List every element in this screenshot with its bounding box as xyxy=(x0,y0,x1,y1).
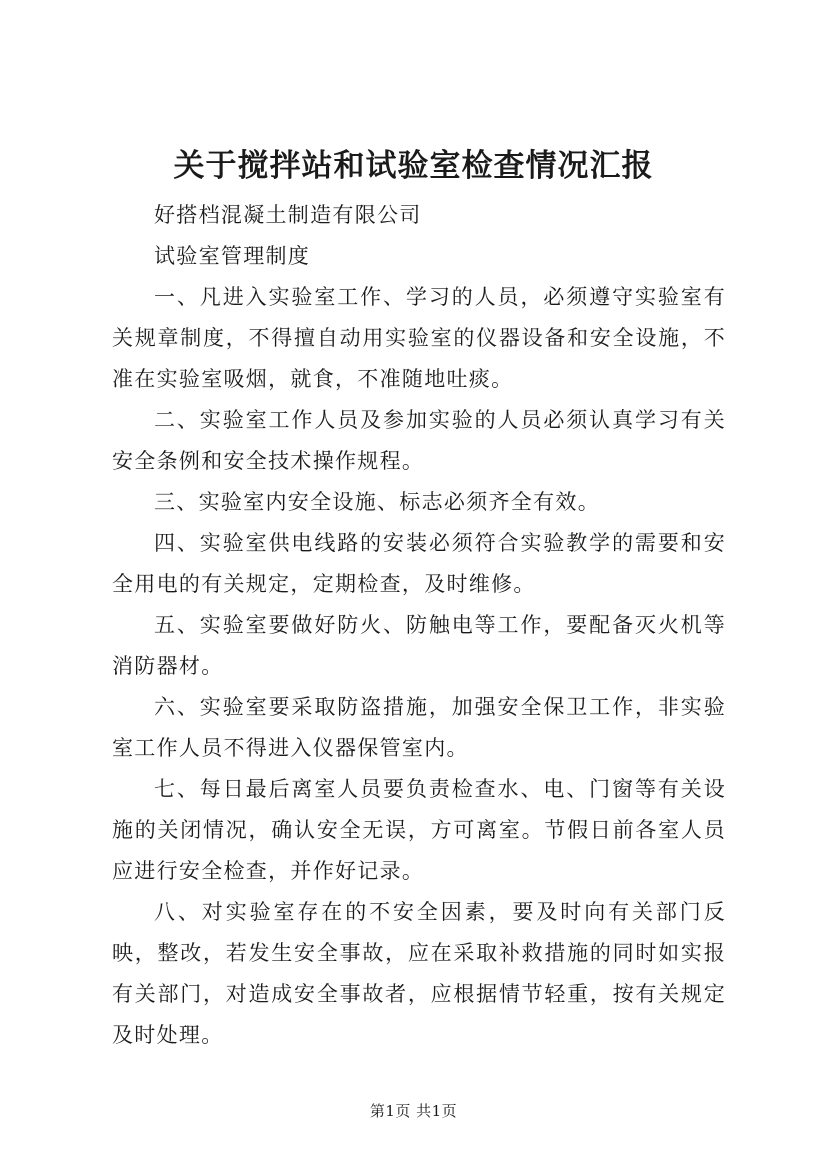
paragraph-5: 五、实验室要做好防火、防触电等工作，要配备灭火机等消防器材。 xyxy=(112,613,726,678)
paragraph-8: 八、对实验室存在的不安全因素，要及时向有关部门反映，整改，若发生安全事故，应在采取补救措施的同时如实报有关部门，对造成安全事故者，应根据情节轻重，按有关规定及时处理。 xyxy=(112,900,726,1047)
document-title: 关于搅拌站和试验室检查情况汇报 xyxy=(173,148,654,184)
paragraph-4: 四、实验室供电线路的安装必须符合实验教学的需要和安全用电的有关规定，定期检查，及时维修。 xyxy=(112,531,726,596)
paragraph-1: 一、凡进入实验室工作、学习的人员，必须遵守实验室有关规章制度，不得擅自动用实验室的仪器设备和安全设施，不准在实验室吸烟，就食，不准随地吐痰。 xyxy=(112,285,726,391)
paragraph-3: 三、实验室内安全设施、标志必须齐全有效。 xyxy=(154,490,600,514)
paragraph-6: 六、实验室要采取防盗措施，加强安全保卫工作，非实验室工作人员不得进入仪器保管室内。 xyxy=(112,695,726,760)
page-footer: 第1页 共1页 xyxy=(369,1102,458,1120)
paragraph-7: 七、每日最后离室人员要负责检查水、电、门窗等有关设施的关闭情况，确认安全无误，方可离室。节假日前各室人员应进行安全检查，并作好记录。 xyxy=(112,777,726,883)
document-body xyxy=(112,195,726,1056)
company-name: 好搭档混凝土制造有限公司 xyxy=(154,203,422,227)
paragraph-2: 二、实验室工作人员及参加实验的人员必须认真学习有关安全条例和安全技术操作规程。 xyxy=(112,408,726,473)
section-heading: 试验室管理制度 xyxy=(154,244,311,268)
